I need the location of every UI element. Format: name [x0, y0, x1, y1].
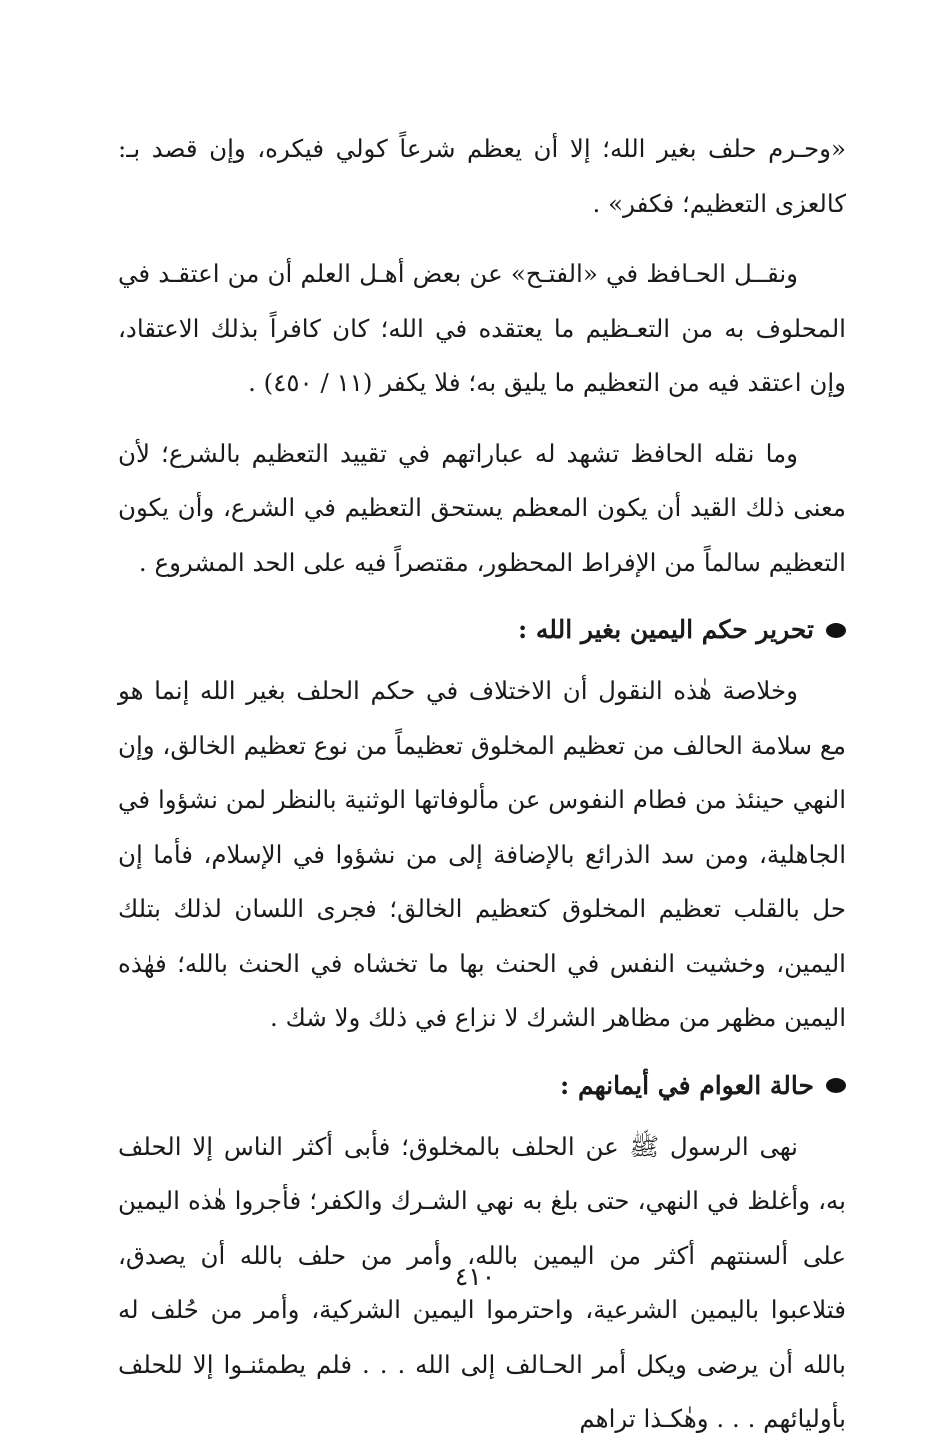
paragraph-fath-quote: ونقــل الحـافظ في «الفتـح» عن بعض أهـل العلم أن من اعتقـد في المحلوف به من التعـظيم ما يعتقده في الله؛ كان كافراً بذلك الاعتقاد، وإن اعتقد فيه من التعظيم ما يليق به؛ فلا يكفر (١١ / ٤٥٠) . — [118, 259, 846, 397]
section-heading-commoners-text: حالة العوام في أيمانهم : — [560, 1070, 814, 1100]
paragraph-commentary: وما نقله الحافظ تشهد له عباراتهم في تقييد التعظيم بالشرع؛ لأن معنى ذلك القيد أن يكون المعظم يستحق التعظيم في الشرع، وأن يكون التعظيم سالماً من الإفراط المحظور، مقتصراً فيه على الحد المشروع . — [118, 438, 846, 577]
bullet-icon — [826, 1078, 846, 1093]
body-text — [118, 122, 846, 1447]
paragraph-prohibition: نهى الرسول ﷺ عن الحلف بالمخلوق؛ فأبى أكثر الناس إلا الحلف به، وأغلظ في النهي، حتى بلغ به نهي الشـرك والكفر؛ فأجروا هٰذه اليمين على ألسنتهم أكثر من اليمين بالله، وأمر من حلف بالله أن يصدق، فتلاعبوا باليمين الشرعية، واحترموا اليمين الشركية، وأمر من حُلف له بالله أن يرضى ويكل أمر الحـالف إلى الله . . . فلم يطمئنـوا إلا للحلف بأوليائهم . . . وهٰكـذا تراهم — [118, 1131, 846, 1433]
bullet-icon — [826, 623, 846, 638]
paragraph-hanbali-quote: «وحـرم حلف بغير الله؛ إلا أن يعظم شرعاً كولي فيكره، وإن قصد بـ: كالعزى التعظيم؛ فكفر» . — [118, 134, 846, 218]
paragraph-summary: وخلاصة هٰذه النقول أن الاختلاف في حكم الحلف بغير الله إنما هو مع سلامة الحالف من تعظيم المخلوق تعظيماً من نوع تعظيم الخالق، وإن النهي حينئذ من فطام النفوس عن مألوفاتها الوثنية بالنظر لمن نشؤوا في الجاهلية، ومن سد الذرائع بالإضافة إلى من نشؤوا في الإسلام، فأما إن حل بالقلب تعظيم المخلوق كتعظيم الخالق؛ فجرى اللسان لذلك بتلك اليمين، وخشيت النفس في الحنث بها ما تخشاه في الحنث بالله؛ فهٰذه اليمين مظهر من مظاهر الشرك لا نزاع في ذلك ولا شك . — [118, 676, 846, 1032]
section-heading-ruling-text: تحرير حكم اليمين بغير الله : — [517, 615, 814, 644]
section-heading-ruling — [118, 602, 846, 658]
section-heading-commoners — [118, 1058, 846, 1114]
page-number: ٤١٠ — [454, 1262, 496, 1291]
